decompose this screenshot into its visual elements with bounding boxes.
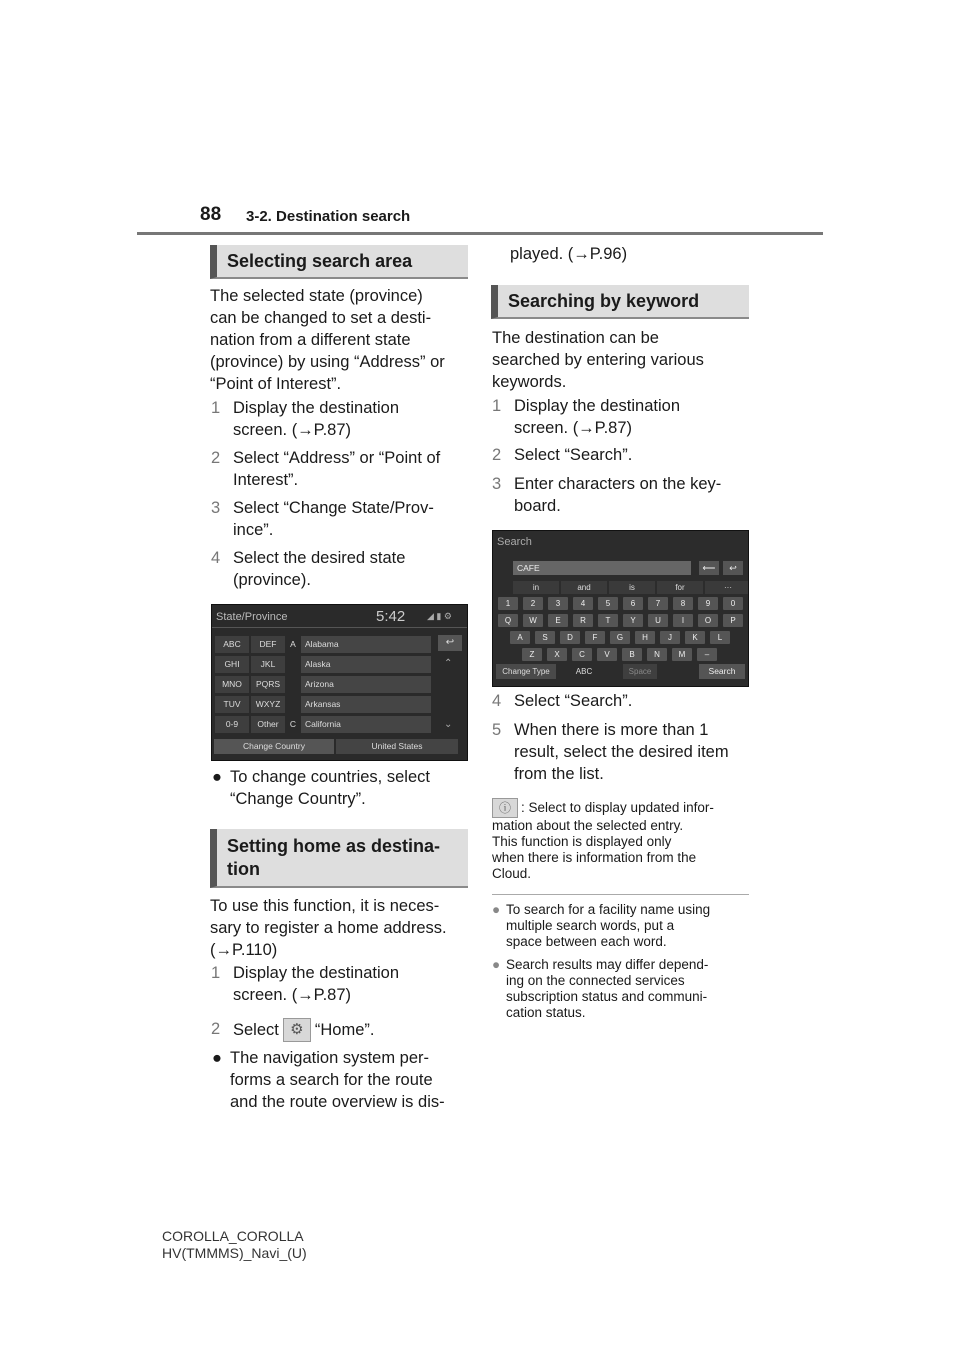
heading-setting-home — [210, 829, 468, 888]
keyboard-key[interactable]: F — [585, 631, 605, 644]
text-line: ing on the connected services — [506, 973, 685, 988]
keyboard-key[interactable]: R — [573, 614, 593, 627]
footer — [162, 1228, 307, 1262]
text-line: Cloud. — [492, 866, 532, 881]
keyboard-key[interactable]: G — [610, 631, 630, 644]
state-list-item[interactable]: Alabama — [301, 636, 431, 653]
state-list-item[interactable]: Arkansas — [301, 696, 431, 713]
search-input[interactable]: CAFE — [513, 561, 691, 575]
state-list-item[interactable]: Alaska — [301, 656, 431, 673]
keyboard-key[interactable]: V — [597, 648, 617, 661]
keyboard-key[interactable]: J — [660, 631, 680, 644]
keyboard-key[interactable]: I — [673, 614, 693, 627]
step-number: 2 — [211, 1020, 221, 1038]
letter-group-key[interactable]: GHI — [215, 656, 249, 673]
keyboard-key[interactable]: 9 — [698, 597, 718, 610]
bullet-icon: ● — [492, 902, 501, 917]
text-line: Display the destination — [233, 399, 400, 417]
heading-text: Setting home as destina- — [227, 836, 441, 856]
step-number: 2 — [211, 449, 221, 467]
home-icon: ⚙ — [283, 1018, 311, 1042]
heading-selecting-search-area — [210, 245, 468, 279]
bullet-icon: ● — [492, 957, 501, 972]
suggestion-word[interactable]: and — [561, 581, 607, 594]
step-number: 4 — [211, 549, 221, 567]
change-country-button[interactable]: Change Country — [214, 739, 334, 754]
text-line: Search results may differ depend- — [506, 957, 709, 972]
text-line: cation status. — [506, 1005, 586, 1020]
text-line: forms a search for the route — [230, 1071, 433, 1089]
keyboard-key[interactable]: C — [572, 648, 592, 661]
text-line: screen. (→P.87) — [233, 986, 351, 1004]
change-type-button[interactable]: Change Type — [496, 664, 556, 679]
keyboard-key[interactable]: 4 — [573, 597, 593, 610]
keyboard-key[interactable]: 7 — [648, 597, 668, 610]
keyboard-key[interactable]: W — [523, 614, 543, 627]
keyboard-key[interactable]: X — [547, 648, 567, 661]
keyboard-key[interactable]: K — [685, 631, 705, 644]
letter-group-key[interactable]: DEF — [251, 636, 285, 653]
text-line: To use this function, it is neces- — [210, 897, 440, 915]
keyboard-key[interactable]: N — [647, 648, 667, 661]
text-segment: Select — [233, 1021, 279, 1039]
keyboard-key[interactable]: 5 — [598, 597, 618, 610]
keyboard-key[interactable]: 1 — [498, 597, 518, 610]
keyboard-key[interactable]: U — [648, 614, 668, 627]
page-number: 88 — [200, 204, 222, 225]
screen-title: Search — [497, 536, 532, 548]
heading-text: Searching by keyword — [508, 290, 700, 311]
home-intro — [210, 895, 447, 961]
step-number: 1 — [211, 964, 221, 982]
step-number: 3 — [492, 475, 502, 493]
text-line: screen. (→P.87) — [233, 421, 351, 439]
text-line: searched by entering various — [492, 351, 704, 369]
keyboard-key[interactable]: D — [560, 631, 580, 644]
text-line: Select “Search”. — [514, 446, 633, 464]
text-line: can be changed to set a desti- — [210, 309, 432, 327]
section-title: 3-2. Destination search — [246, 208, 411, 225]
text-line: (province). — [233, 571, 311, 589]
text-line: Enter characters on the key- — [514, 475, 722, 493]
text-line: Select “Search”. — [514, 692, 633, 710]
text-line: (province) by using “Address” or — [210, 353, 445, 371]
text-line: nation from a different state — [210, 331, 411, 349]
text-line: When there is more than 1 — [514, 721, 709, 739]
step-number: 4 — [492, 692, 502, 710]
keyboard-key[interactable]: Q — [498, 614, 518, 627]
text-line: The navigation system per- — [230, 1049, 430, 1067]
screen-clock: 5:42 — [376, 608, 406, 625]
keyboard-key[interactable]: E — [548, 614, 568, 627]
index-letter — [287, 696, 299, 713]
keyboard-key[interactable]: 6 — [623, 597, 643, 610]
note-divider — [492, 894, 749, 895]
continued-text: played. (→P.96) — [510, 245, 628, 263]
text-line: The selected state (province) — [210, 287, 423, 305]
state-list-item[interactable]: California — [301, 716, 431, 733]
heading-text: tion — [227, 859, 260, 879]
index-letter: A — [290, 639, 296, 649]
text-line: The destination can be — [492, 329, 659, 347]
text-line: result, select the desired item — [514, 743, 729, 761]
text-line: keywords. — [492, 373, 567, 391]
keyboard-key[interactable]: H — [635, 631, 655, 644]
step-number: 1 — [492, 397, 502, 415]
backspace-icon[interactable]: ⟵ — [699, 561, 719, 575]
text-line: Interest”. — [233, 471, 299, 489]
letter-group-key[interactable]: 0-9 — [215, 716, 249, 733]
letter-group-key[interactable]: ABC — [215, 636, 249, 653]
step-number: 1 — [211, 399, 221, 417]
heading-text: Selecting search area — [227, 250, 413, 271]
index-letter — [287, 676, 299, 693]
search-keyboard-screenshot — [492, 530, 749, 687]
text-line: from the list. — [514, 765, 604, 783]
letter-group-key[interactable]: JKL — [251, 656, 285, 673]
bullet-icon: ● — [212, 768, 222, 786]
area-intro — [210, 285, 445, 395]
text-line: Display the destination — [514, 397, 681, 415]
back-icon[interactable]: ↩ — [438, 635, 462, 651]
keyboard-key[interactable]: P — [723, 614, 743, 627]
abc-label: ABC — [575, 667, 593, 676]
keyboard-key[interactable]: M — [672, 648, 692, 661]
text-line: (→P.110) — [210, 941, 278, 959]
letter-group-key[interactable]: PQRS — [251, 676, 285, 693]
text-line: subscription status and communi- — [506, 989, 708, 1004]
text-line: “Change Country”. — [230, 790, 366, 808]
step-number: 2 — [492, 446, 502, 464]
suggestion-word[interactable]: ··· — [705, 581, 749, 594]
text-line: multiple search words, put a — [506, 918, 675, 933]
letter-group-key[interactable]: Other — [251, 716, 285, 733]
letter-group-key[interactable]: TUV — [215, 696, 249, 713]
text-line: board. — [514, 497, 561, 515]
text-line: when there is information from the — [492, 850, 697, 865]
keyboard-key[interactable]: Y — [623, 614, 643, 627]
text-line: ince”. — [233, 521, 274, 539]
country-value: United States — [336, 739, 458, 754]
suggestion-word[interactable]: in — [513, 581, 559, 594]
suggestion-word[interactable]: for — [657, 581, 703, 594]
scroll-down-icon[interactable]: ⌄ — [444, 719, 453, 730]
keyboard-key[interactable]: Z — [522, 648, 542, 661]
keyboard-key[interactable]: L — [710, 631, 730, 644]
search-button[interactable]: Search — [699, 664, 745, 679]
keyboard-key[interactable]: S — [535, 631, 555, 644]
info-note — [492, 798, 750, 882]
keyboard-key[interactable]: B — [622, 648, 642, 661]
heading-searching-keyword — [491, 285, 749, 319]
footer-line: HV(TMMMS)_Navi_(U) — [162, 1245, 307, 1261]
text-line: space between each word. — [506, 934, 667, 949]
text-line: Select the desired state — [233, 549, 406, 567]
step-number: 5 — [492, 721, 502, 739]
suggestion-word[interactable]: is — [609, 581, 655, 594]
text-line: and the route overview is dis- — [230, 1093, 445, 1111]
letter-group-key[interactable]: WXYZ — [251, 696, 285, 713]
keyboard-key[interactable]: 2 — [523, 597, 543, 610]
text-line: screen. (→P.87) — [514, 419, 632, 437]
state-list-item[interactable]: Arizona — [301, 676, 431, 693]
text-segment: “Home”. — [314, 1021, 375, 1039]
info-icon: ⓘ — [492, 798, 518, 818]
keyboard-key[interactable]: 0 — [723, 597, 743, 610]
text-line: Select “Change State/Prov- — [233, 499, 434, 517]
step-number: 3 — [211, 499, 221, 517]
keyboard-key[interactable]: O — [698, 614, 718, 627]
text-line: sary to register a home address. — [210, 919, 447, 937]
state-province-screenshot — [211, 604, 468, 761]
text-line: mation about the selected entry. — [492, 818, 684, 833]
back-icon[interactable]: ↩ — [723, 561, 743, 575]
footer-line: COROLLA_COROLLA — [162, 1228, 304, 1244]
index-letter — [287, 656, 299, 673]
text-line: “Point of Interest”. — [210, 375, 342, 393]
keyword-intro — [492, 327, 704, 393]
text-line: To search for a facility name using — [506, 902, 711, 917]
keyboard-key[interactable]: 8 — [673, 597, 693, 610]
keyboard-key[interactable]: – — [697, 648, 717, 661]
header-rule — [137, 232, 823, 235]
text-line: Display the destination — [233, 964, 400, 982]
keyboard-key[interactable]: A — [510, 631, 530, 644]
text-line: To change countries, select — [230, 768, 430, 786]
status-icons: ◢ ▮ ⚙ — [427, 611, 452, 621]
letter-group-key[interactable]: MNO — [215, 676, 249, 693]
screen-title: State/Province — [216, 611, 288, 623]
keyboard-key[interactable]: 3 — [548, 597, 568, 610]
text-line: This function is displayed only — [492, 834, 672, 849]
text-line: Select “Address” or “Point of — [233, 449, 441, 467]
index-letter: C — [289, 719, 297, 729]
space-key[interactable]: Space — [623, 664, 657, 679]
keyboard-key[interactable]: T — [598, 614, 618, 627]
text-line: : Select to display updated infor- — [521, 800, 714, 815]
bullet-icon: ● — [212, 1049, 222, 1067]
scroll-up-icon[interactable]: ⌃ — [444, 658, 453, 669]
